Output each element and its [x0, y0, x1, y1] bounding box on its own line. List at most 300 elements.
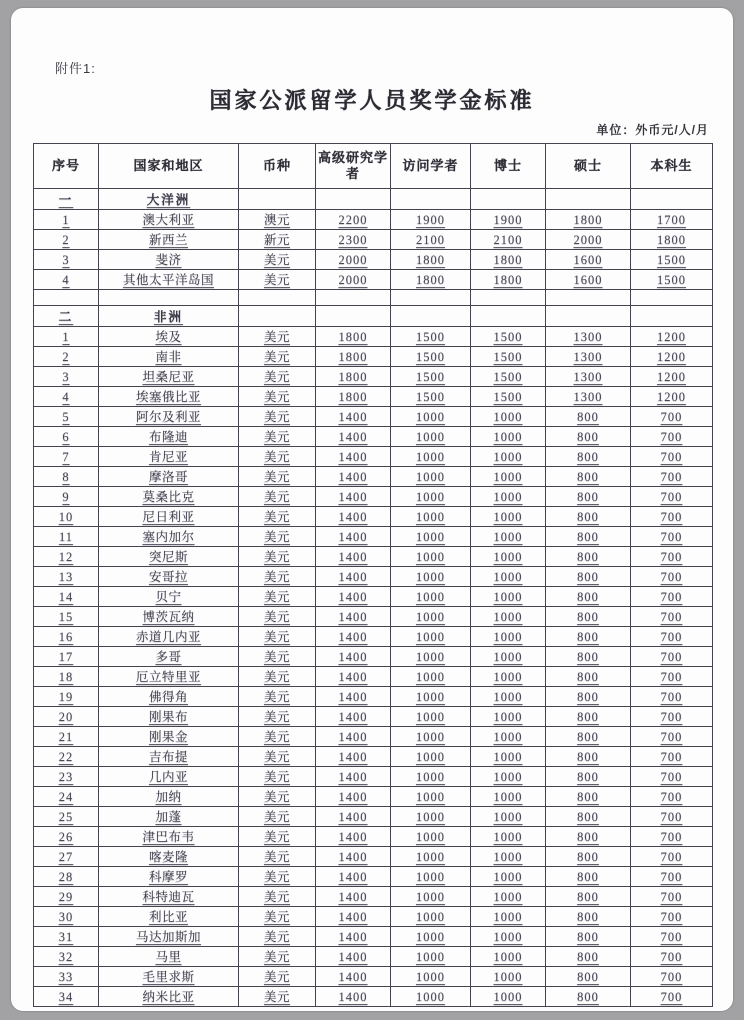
- currency-cell-text: 美元: [263, 450, 290, 464]
- currency-cell: [239, 847, 316, 867]
- table-row: [34, 787, 713, 807]
- amount-cell-text: 1500: [657, 272, 686, 287]
- amount-cell-text: 700: [660, 549, 683, 564]
- row-number-cell: [34, 787, 99, 807]
- row-number-cell: [34, 607, 99, 627]
- row-number-cell: [34, 827, 99, 847]
- amount-cell-text: 1000: [493, 649, 523, 664]
- amount-cell-text: 800: [577, 769, 599, 784]
- amount-cell: [471, 507, 546, 527]
- amount-cell-text: 1000: [493, 869, 523, 884]
- amount-cell: [546, 707, 631, 727]
- row-number-cell-text: 18: [58, 669, 74, 684]
- currency-cell: [239, 927, 316, 947]
- row-number-cell-text: 6: [62, 429, 70, 444]
- row-number-cell: [34, 987, 99, 1007]
- country-cell: [99, 587, 239, 607]
- amount-cell: [471, 427, 546, 447]
- amount-cell-text: 800: [577, 529, 599, 544]
- currency-cell: [239, 230, 316, 250]
- empty-cell: [99, 290, 239, 306]
- amount-cell-text: 1000: [493, 529, 523, 544]
- amount-cell-text: 700: [660, 689, 683, 704]
- row-number-cell: [34, 347, 99, 367]
- amount-cell-text: 1000: [416, 569, 445, 584]
- amount-cell: [631, 567, 713, 587]
- row-number-cell-text: 15: [58, 609, 74, 624]
- amount-cell: [316, 447, 391, 467]
- amount-cell-text: 1800: [338, 389, 368, 404]
- amount-cell: [631, 727, 713, 747]
- row-number-cell: [34, 927, 99, 947]
- empty-cell: [471, 290, 546, 306]
- amount-cell: [391, 567, 471, 587]
- currency-cell: [239, 967, 316, 987]
- amount-cell-text: 700: [660, 929, 683, 944]
- column-header: 高级研究学者: [316, 144, 391, 189]
- amount-cell-text: 1800: [573, 212, 603, 227]
- currency-cell: [239, 527, 316, 547]
- amount-cell: [546, 367, 631, 387]
- currency-cell-text: 美元: [263, 810, 290, 824]
- amount-cell-text: 1000: [493, 909, 523, 924]
- empty-cell: [471, 306, 546, 327]
- row-number-cell-text: 4: [62, 389, 70, 404]
- currency-cell-text: 美元: [263, 610, 290, 624]
- currency-cell: [239, 270, 316, 290]
- currency-cell: [239, 447, 316, 467]
- table-row: [34, 907, 713, 927]
- currency-cell-text: 美元: [263, 490, 290, 504]
- amount-cell: [631, 547, 713, 567]
- country-cell: [99, 270, 239, 290]
- section-number-cell: [34, 189, 99, 210]
- table-row: [34, 987, 713, 1007]
- section-number-cell-text: 一: [58, 192, 74, 207]
- currency-cell-text: 美元: [263, 530, 290, 544]
- amount-cell-text: 1400: [338, 509, 368, 524]
- empty-cell: [546, 290, 631, 306]
- amount-cell: [316, 270, 391, 290]
- empty-cell: [631, 306, 713, 327]
- amount-cell-text: 700: [660, 969, 683, 984]
- amount-cell: [391, 847, 471, 867]
- amount-cell-text: 1000: [493, 849, 523, 864]
- amount-cell: [471, 567, 546, 587]
- table-body: [34, 189, 713, 1007]
- row-number-cell-text: 12: [58, 549, 74, 564]
- amount-cell: [391, 967, 471, 987]
- country-cell: [99, 947, 239, 967]
- amount-cell: [391, 987, 471, 1007]
- amount-cell: [471, 867, 546, 887]
- amount-cell-text: 1900: [416, 212, 445, 227]
- table-row: [34, 667, 713, 687]
- amount-cell: [316, 387, 391, 407]
- amount-cell: [316, 947, 391, 967]
- amount-cell-text: 700: [660, 589, 683, 604]
- amount-cell: [391, 647, 471, 667]
- amount-cell-text: 800: [577, 949, 599, 964]
- amount-cell-text: 700: [660, 449, 683, 464]
- empty-cell: [316, 189, 391, 210]
- amount-cell-text: 800: [577, 449, 599, 464]
- amount-cell-text: 700: [660, 889, 683, 904]
- row-number-cell-text: 28: [58, 869, 74, 884]
- amount-cell-text: 800: [577, 429, 599, 444]
- amount-cell-text: 1800: [493, 252, 523, 267]
- amount-cell: [631, 767, 713, 787]
- empty-cell: [239, 306, 316, 327]
- amount-cell: [631, 230, 713, 250]
- row-number-cell-text: 5: [62, 409, 70, 424]
- row-number-cell-text: 26: [58, 829, 74, 844]
- amount-cell: [471, 667, 546, 687]
- country-cell-text: 新西兰: [148, 233, 188, 247]
- amount-cell: [316, 707, 391, 727]
- table-row: [34, 210, 713, 230]
- amount-cell: [471, 627, 546, 647]
- amount-cell: [391, 407, 471, 427]
- country-cell-text: 加蓬: [155, 810, 182, 824]
- amount-cell-text: 1000: [493, 969, 523, 984]
- amount-cell-text: 2000: [573, 232, 603, 247]
- amount-cell-text: 1400: [338, 789, 368, 804]
- empty-cell: [34, 290, 99, 306]
- currency-cell: [239, 947, 316, 967]
- amount-cell: [471, 327, 546, 347]
- amount-cell-text: 2200: [338, 212, 368, 227]
- amount-cell: [631, 927, 713, 947]
- row-number-cell-text: 14: [58, 589, 74, 604]
- currency-cell-text: 美元: [263, 770, 290, 784]
- amount-cell: [631, 667, 713, 687]
- amount-cell: [546, 507, 631, 527]
- amount-cell: [391, 667, 471, 687]
- amount-cell: [316, 367, 391, 387]
- amount-cell-text: 800: [577, 889, 599, 904]
- country-cell-text: 阿尔及利亚: [135, 410, 201, 424]
- country-cell-text: 塞内加尔: [142, 530, 195, 544]
- amount-cell: [471, 270, 546, 290]
- country-cell-text: 科摩罗: [148, 870, 188, 884]
- country-cell-text: 佛得角: [148, 690, 188, 704]
- row-number-cell: [34, 387, 99, 407]
- amount-cell: [546, 927, 631, 947]
- page-title: 国家公派留学人员奖学金标准: [209, 88, 535, 113]
- row-number-cell-text: 9: [62, 489, 70, 504]
- amount-cell: [471, 367, 546, 387]
- column-header: 硕士: [546, 144, 631, 189]
- amount-cell-text: 1000: [416, 849, 445, 864]
- amount-cell: [316, 547, 391, 567]
- country-cell-text: 多哥: [155, 650, 182, 664]
- amount-cell: [631, 967, 713, 987]
- country-cell: [99, 987, 239, 1007]
- amount-cell-text: 700: [660, 829, 683, 844]
- table-row: [34, 687, 713, 707]
- country-cell: [99, 427, 239, 447]
- amount-cell-text: 700: [660, 989, 683, 1004]
- amount-cell-text: 1400: [338, 849, 368, 864]
- table-row: [34, 387, 713, 407]
- amount-cell: [316, 487, 391, 507]
- header-row: [34, 144, 713, 189]
- column-header: 币种: [239, 144, 316, 189]
- amount-cell: [391, 327, 471, 347]
- empty-cell: [391, 189, 471, 210]
- amount-cell: [546, 347, 631, 367]
- amount-cell: [631, 507, 713, 527]
- amount-cell-text: 800: [577, 609, 599, 624]
- amount-cell-text: 1400: [338, 549, 368, 564]
- table-row: [34, 647, 713, 667]
- amount-cell: [316, 767, 391, 787]
- amount-cell: [316, 667, 391, 687]
- currency-cell-text: 新元: [263, 233, 290, 247]
- table-row: [34, 567, 713, 587]
- country-cell-text: 马达加斯加: [135, 930, 201, 944]
- country-cell: [99, 547, 239, 567]
- amount-cell: [316, 407, 391, 427]
- amount-cell: [471, 250, 546, 270]
- amount-cell-text: 2100: [493, 232, 523, 247]
- currency-cell-text: 美元: [263, 790, 290, 804]
- amount-cell-text: 2000: [338, 272, 368, 287]
- amount-cell: [546, 907, 631, 927]
- amount-cell: [391, 487, 471, 507]
- unit-note: 单位：外币元/人/月: [596, 123, 709, 137]
- amount-cell: [471, 967, 546, 987]
- amount-cell: [471, 347, 546, 367]
- amount-cell-text: 1000: [416, 989, 445, 1004]
- amount-cell: [391, 947, 471, 967]
- amount-cell: [546, 647, 631, 667]
- row-number-cell: [34, 647, 99, 667]
- amount-cell-text: 700: [660, 609, 683, 624]
- amount-cell-text: 800: [577, 589, 599, 604]
- amount-cell-text: 1000: [416, 729, 445, 744]
- amount-cell: [471, 230, 546, 250]
- country-cell: [99, 667, 239, 687]
- currency-cell-text: 美元: [263, 410, 290, 424]
- row-number-cell: [34, 467, 99, 487]
- country-cell-text: 莫桑比克: [142, 490, 195, 504]
- column-header: 本科生: [631, 144, 713, 189]
- row-number-cell: [34, 587, 99, 607]
- amount-cell: [391, 927, 471, 947]
- currency-cell-text: 美元: [263, 910, 290, 924]
- amount-cell-text: 1000: [416, 889, 445, 904]
- currency-cell-text: 美元: [263, 890, 290, 904]
- amount-cell-text: 1000: [493, 429, 523, 444]
- table-row: [34, 427, 713, 447]
- amount-cell: [471, 787, 546, 807]
- amount-cell-text: 1200: [657, 389, 686, 404]
- amount-cell-text: 800: [577, 469, 599, 484]
- amount-cell-text: 800: [577, 689, 599, 704]
- row-number-cell-text: 34: [58, 989, 74, 1004]
- amount-cell-text: 1800: [338, 369, 368, 384]
- amount-cell-text: 800: [577, 669, 599, 684]
- amount-cell: [316, 347, 391, 367]
- amount-cell-text: 1000: [493, 989, 523, 1004]
- amount-cell: [316, 827, 391, 847]
- country-cell-text: 坦桑尼亚: [142, 370, 195, 384]
- amount-cell: [546, 407, 631, 427]
- amount-cell: [471, 767, 546, 787]
- table-row: [34, 627, 713, 647]
- amount-cell-text: 1400: [338, 929, 368, 944]
- amount-cell-text: 2000: [338, 252, 368, 267]
- row-number-cell-text: 1: [62, 212, 70, 227]
- amount-cell-text: 1000: [416, 649, 445, 664]
- country-cell-text: 布隆迪: [148, 430, 188, 444]
- empty-cell: [239, 290, 316, 306]
- amount-cell-text: 1800: [493, 272, 523, 287]
- country-cell: [99, 967, 239, 987]
- table-row: [34, 447, 713, 467]
- amount-cell-text: 1000: [416, 709, 445, 724]
- amount-cell: [471, 827, 546, 847]
- currency-cell-text: 美元: [263, 710, 290, 724]
- amount-cell: [546, 767, 631, 787]
- amount-cell-text: 1000: [416, 489, 445, 504]
- amount-cell-text: 1000: [493, 769, 523, 784]
- currency-cell-text: 美元: [263, 850, 290, 864]
- amount-cell-text: 700: [660, 409, 683, 424]
- amount-cell-text: 1200: [657, 369, 686, 384]
- amount-cell-text: 700: [660, 469, 683, 484]
- amount-cell-text: 800: [577, 729, 599, 744]
- amount-cell-text: 1000: [416, 949, 445, 964]
- row-number-cell: [34, 250, 99, 270]
- amount-cell-text: 1400: [338, 969, 368, 984]
- country-cell-text: 刚果金: [148, 730, 188, 744]
- amount-cell-text: 1000: [416, 449, 445, 464]
- amount-cell: [546, 987, 631, 1007]
- amount-cell: [316, 787, 391, 807]
- row-number-cell-text: 29: [58, 889, 74, 904]
- amount-cell-text: 1000: [416, 809, 445, 824]
- amount-cell-text: 1500: [657, 252, 686, 267]
- row-number-cell-text: 13: [58, 569, 74, 584]
- amount-cell: [631, 467, 713, 487]
- amount-cell: [316, 747, 391, 767]
- amount-cell: [631, 887, 713, 907]
- amount-cell: [391, 387, 471, 407]
- country-cell-text: 纳米比亚: [142, 990, 195, 1004]
- amount-cell: [546, 250, 631, 270]
- amount-cell-text: 1000: [416, 869, 445, 884]
- country-cell: [99, 727, 239, 747]
- amount-cell: [316, 927, 391, 947]
- amount-cell: [631, 707, 713, 727]
- amount-cell: [391, 527, 471, 547]
- amount-cell-text: 1400: [338, 949, 368, 964]
- country-cell: [99, 747, 239, 767]
- country-cell-text: 厄立特里亚: [135, 670, 201, 684]
- column-header: 访问学者: [391, 144, 471, 189]
- currency-cell-text: 美元: [263, 370, 290, 384]
- amount-cell-text: 700: [660, 489, 683, 504]
- amount-cell: [391, 587, 471, 607]
- country-cell-text: 南非: [155, 350, 182, 364]
- amount-cell-text: 1600: [573, 272, 603, 287]
- amount-cell-text: 800: [577, 629, 599, 644]
- amount-cell-text: 1400: [338, 829, 368, 844]
- amount-cell: [631, 487, 713, 507]
- amount-cell: [546, 327, 631, 347]
- amount-cell: [546, 867, 631, 887]
- country-cell: [99, 767, 239, 787]
- currency-cell: [239, 807, 316, 827]
- amount-cell-text: 1400: [338, 409, 368, 424]
- row-number-cell: [34, 687, 99, 707]
- amount-cell-text: 1000: [493, 549, 523, 564]
- row-number-cell: [34, 427, 99, 447]
- amount-cell-text: 1000: [493, 809, 523, 824]
- amount-cell-text: 2300: [338, 232, 368, 247]
- amount-cell: [546, 547, 631, 567]
- table-header: [34, 144, 713, 189]
- amount-cell: [471, 847, 546, 867]
- amount-cell-text: 700: [660, 909, 683, 924]
- amount-cell-text: 800: [577, 549, 599, 564]
- amount-cell: [471, 727, 546, 747]
- amount-cell-text: 1000: [493, 629, 523, 644]
- amount-cell: [546, 447, 631, 467]
- row-number-cell-text: 30: [58, 909, 74, 924]
- amount-cell: [546, 387, 631, 407]
- row-number-cell: [34, 327, 99, 347]
- standards-table: [33, 143, 713, 1007]
- row-number-cell-text: 3: [62, 369, 70, 384]
- amount-cell: [391, 230, 471, 250]
- amount-cell-text: 700: [660, 949, 683, 964]
- row-number-cell: [34, 907, 99, 927]
- amount-cell-text: 1800: [416, 252, 445, 267]
- table-row: [34, 747, 713, 767]
- currency-cell-text: 美元: [263, 630, 290, 644]
- country-cell: [99, 230, 239, 250]
- amount-cell: [546, 627, 631, 647]
- country-cell: [99, 250, 239, 270]
- currency-cell-text: 美元: [263, 970, 290, 984]
- table-row: [34, 867, 713, 887]
- amount-cell-text: 1500: [493, 329, 523, 344]
- amount-cell-text: 700: [660, 869, 683, 884]
- amount-cell: [631, 587, 713, 607]
- amount-cell: [546, 947, 631, 967]
- amount-cell-text: 800: [577, 509, 599, 524]
- currency-cell: [239, 887, 316, 907]
- country-cell: [99, 887, 239, 907]
- amount-cell-text: 1000: [416, 409, 445, 424]
- currency-cell-text: 美元: [263, 750, 290, 764]
- table-row: [34, 487, 713, 507]
- row-number-cell-text: 33: [58, 969, 74, 984]
- amount-cell-text: 1400: [338, 749, 368, 764]
- amount-cell-text: 1400: [338, 529, 368, 544]
- country-cell: [99, 927, 239, 947]
- amount-cell: [316, 327, 391, 347]
- currency-cell: [239, 427, 316, 447]
- amount-cell: [471, 210, 546, 230]
- country-cell-text: 肯尼亚: [148, 450, 188, 464]
- table-row: [34, 927, 713, 947]
- amount-cell: [391, 787, 471, 807]
